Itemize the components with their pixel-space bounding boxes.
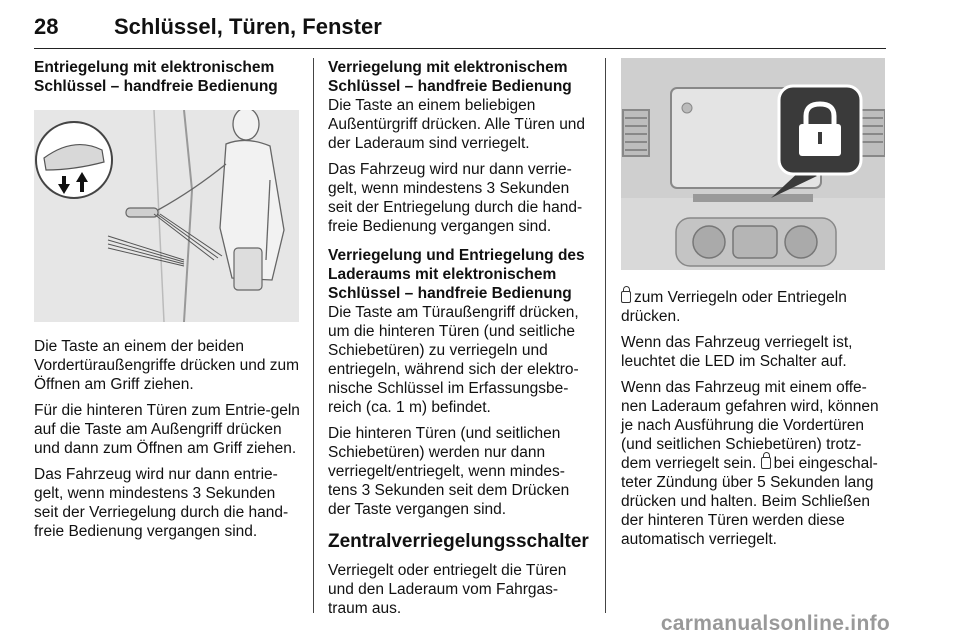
- door-handle: [126, 208, 158, 217]
- paragraph-text: zum Verriegeln oder Entriegeln drücken.: [621, 289, 847, 325]
- paragraph: [621, 288, 887, 326]
- dashboard-lock-switch-illustration: [621, 58, 885, 270]
- paragraph: Für die hinteren Türen zum Entrie-geln auf die Taste am Außengriff drücken und dann zum Öffnen am Griff ziehen.: [34, 402, 300, 457]
- section-title: Zentralverriegelungsschalter: [328, 531, 589, 552]
- paragraph: Die hinteren Türen (und seitlichen Schiebetüren) werden nur dann verriegelt/entriegelt, wenn mindes-tens 3 Sekunden seit dem Drücken der Taste vergangen sind.: [328, 425, 570, 518]
- lock-icon: [621, 291, 631, 303]
- column-1: [34, 58, 300, 548]
- page-header: [34, 6, 886, 49]
- column-divider: [605, 58, 606, 613]
- column-3: [621, 58, 887, 556]
- page-number: 28: [34, 14, 59, 39]
- control-knob: [693, 226, 725, 258]
- door-handle-illustration: [34, 110, 299, 322]
- paragraph-text: Wenn das Fahrzeug mit einem offe-nen Laderaum gefahren wird, können je nach Ausführung die Vordertüren (und seitlichen Schiebetüren) trotz-dem verriegelt sein.: [621, 379, 879, 472]
- control-display: [733, 226, 777, 258]
- paragraph: [621, 378, 887, 549]
- section-heading: Entriegelung mit elektronischem Schlüssel – handfreie Bedienung: [34, 59, 278, 95]
- paragraph: Die Taste an einem beliebigen Außentürgriff drücken. Alle Türen und der Laderaum sind verriegelt.: [328, 97, 586, 152]
- button-strip: [693, 194, 813, 202]
- paragraph: Die Taste am Türaußengriff drücken, um die hinteren Türen (und seitliche Schiebetüren) zu verriegeln und entriegeln, während sich der elektro-nische Schlüssel im Erfassungsbe-reich (ca. 1 m) befindet.: [328, 304, 579, 416]
- lock-icon: [761, 457, 771, 469]
- page-title: Schlüssel, Türen, Fenster: [114, 14, 382, 39]
- paragraph-text: bei eingeschal-teter Zündung über 5 Sekunden lang drücken und halten. Beim Schließen der hinteren Türen werden diese automatisch verriegelt.: [621, 455, 878, 548]
- paragraph: Das Fahrzeug wird nur dann verrie-gelt, wenn mindestens 3 Sekunden seit der Entriegelung durch die hand-freie Bedienung vergangen sind.: [328, 161, 583, 235]
- watermark: carmanualsonline.info: [660, 612, 890, 635]
- column-2: [328, 58, 592, 625]
- paragraph: Verriegelt oder entriegelt die Türen und den Laderaum vom Fahrgas-traum aus.: [328, 562, 567, 617]
- column-divider: [313, 58, 314, 613]
- section-heading: Verriegelung und Entriegelung des Laderaums mit elektronischem Schlüssel – handfreie Bedienung: [328, 247, 585, 302]
- air-vent: [623, 110, 649, 156]
- control-knob: [785, 226, 817, 258]
- section-heading: Verriegelung mit elektronischem Schlüssel – handfreie Bedienung: [328, 59, 572, 95]
- key-bag: [234, 248, 262, 290]
- paragraph: Wenn das Fahrzeug verriegelt ist, leuchtet die LED im Schalter auf.: [621, 334, 853, 370]
- paragraph: Das Fahrzeug wird nur dann entrie-gelt, wenn mindestens 3 Sekunden seit der Verriegelung durch die hand-freie Bedienung vergangen sind.: [34, 466, 289, 540]
- paragraph: Die Taste an einem der beiden Vordertüraußengriffe drücken und zum Öffnen am Griff ziehen.: [34, 338, 300, 393]
